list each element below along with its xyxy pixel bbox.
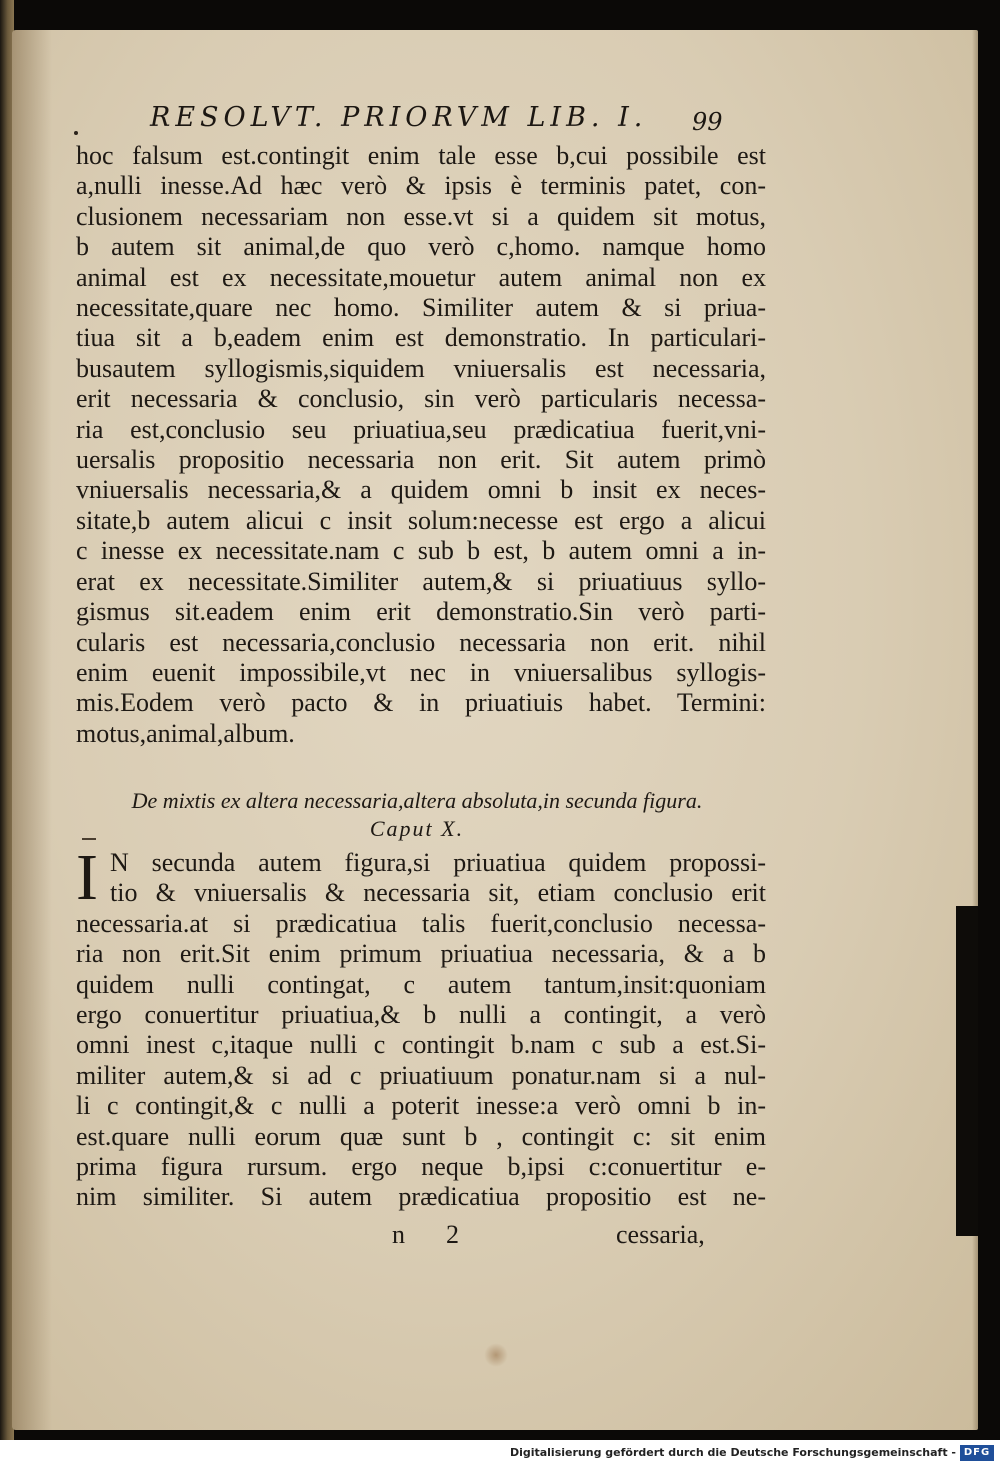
ornament-dash [82, 838, 96, 840]
chapter-number: Caput X. [369, 816, 465, 841]
text-line: hoc falsum est.contingit enim tale esse b,cui possibile est [76, 141, 766, 170]
text-line: omni inest c,itaque nulli c contingit b.nam c sub a est.Si- [76, 1030, 766, 1060]
text-line: busautem syllogismis,siquidem vniuersalis est necessaria, [76, 353, 766, 383]
gutter-shadow [12, 30, 52, 1430]
section-text [76, 841, 766, 1213]
book-page [12, 30, 978, 1430]
text-line: ria non erit.Sit enim primum priuatiua necessaria, & a b [76, 939, 766, 969]
text-line: sitate,b autem alicui c insit solum:necesse est ergo a alicui [76, 505, 766, 535]
text-line: c inesse ex necessitate.nam c sub b est, b autem omni a in- [76, 536, 766, 566]
text-line: necessaria.at si prædicatiua talis fuerit,conclusio necessa- [76, 908, 766, 938]
text-line: a,nulli inesse.Ad hæc verò & ipsis è terminis patet, con- [76, 171, 766, 201]
digitization-footer [0, 1440, 1000, 1467]
page-edge-tab [956, 906, 978, 1236]
text-line: animal est ex necessitate,mouetur autem animal non ex [76, 262, 766, 292]
running-head: RESOLVT. PRIORVM LIB. I. [150, 102, 648, 133]
text-line: prima figura rursum. ergo neque b,ipsi c:conuertitur e- [76, 1152, 766, 1182]
ink-dot [74, 131, 78, 135]
chapter-title: De mixtis ex altera necessaria,altera absoluta,in secunda figura. [131, 788, 703, 813]
text-line: clusionem necessariam non esse.vt si a quidem sit motus, [76, 201, 766, 231]
text-line: quidem nulli contingat, c autem tantum,insit:quoniam [76, 969, 766, 999]
text-line: tiua sit a b,eadem enim est demonstratio. In particulari- [76, 323, 766, 353]
footer-credit: Digitalisierung gefördert durch die Deutsche Forschungsgemeinschaft - [509, 1446, 956, 1459]
text-line: ergo conuertitur priuatiua,& b nulli a contingit, a verò [76, 1000, 766, 1030]
body-text [76, 141, 766, 749]
signature-line [392, 1220, 766, 1250]
paper-stain [484, 1343, 508, 1367]
text-line: vniuersalis necessaria,& a quidem omni b insit ex neces- [76, 475, 766, 505]
dfg-logo-icon: DFG [960, 1445, 994, 1461]
text-line: cularis est necessaria,conclusio necessaria non erit. nihil [76, 627, 766, 657]
page-number: 99 [692, 108, 723, 136]
text-line: nim similiter. Si autem prædicatiua propositio est ne- [76, 1182, 766, 1212]
text-line: enim euenit impossibile,vt nec in vniuersalibus syllogis- [76, 657, 766, 687]
signature-mark: n [392, 1220, 405, 1249]
text-line-indented: N secunda autem figura,si priuatiua quidem propossi- [110, 848, 766, 877]
text-line-last: motus,animal,album. [76, 718, 295, 748]
text-line: militer autem,& si ad c priuatiuum ponatur.nam si a nul- [76, 1060, 766, 1090]
text-line: ria est,conclusio seu priuatiua,seu prædicatiua fuerit,vni- [76, 414, 766, 444]
text-line: mis.Eodem verò pacto & in priuatiuis habet. Termini: [76, 688, 766, 718]
text-line: necessitate,quare nec homo. Similiter autem & si priua- [76, 293, 766, 323]
text-line: uersalis propositio necessaria non erit. Sit autem primò [76, 445, 766, 475]
text-line: erit necessaria & conclusio, sin verò particularis necessa- [76, 384, 766, 414]
text-line: li c contingit,& c nulli a poterit inesse:a verò omni b in- [76, 1091, 766, 1121]
catchword: cessaria, [616, 1220, 705, 1249]
signature-number: 2 [446, 1220, 459, 1249]
text-line: b autem sit animal,de quo verò c,homo. namque homo [76, 232, 766, 262]
text-line: est.quare nulli eorum quæ sunt b , contingit c: sit enim [76, 1121, 766, 1151]
drop-capital: I [76, 841, 98, 914]
text-line: erat ex necessitate.Similiter autem,& si priuatiuus syllo- [76, 566, 766, 596]
text-line-indented: tio & vniuersalis & necessaria sit, etiam conclusio erit [110, 878, 766, 908]
text-line: gismus sit.eadem enim erit demonstratio.Sin verò parti- [76, 597, 766, 627]
